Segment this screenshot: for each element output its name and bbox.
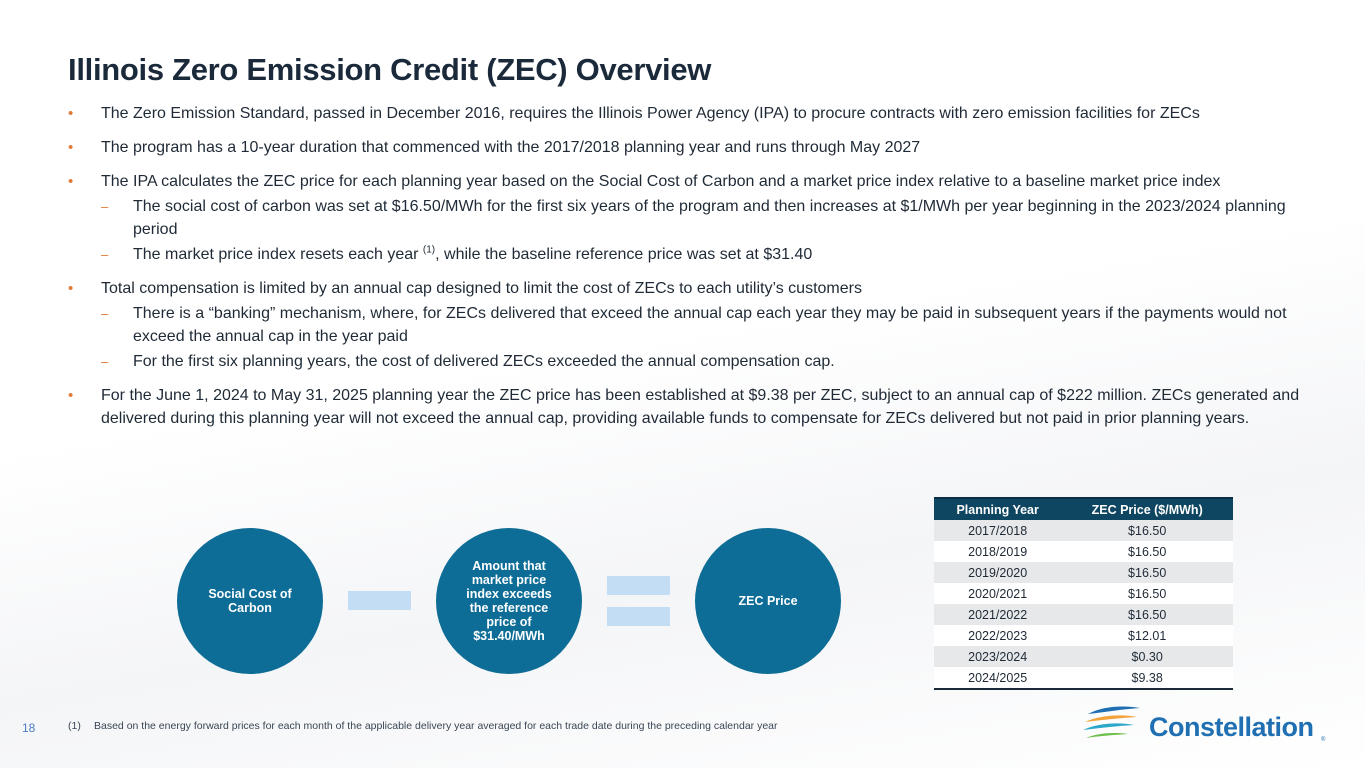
equals-sign-top <box>607 576 670 595</box>
bullet-item <box>68 277 1308 373</box>
zec-price-circle <box>695 528 841 674</box>
sub-bullet-text: , while the baseline reference price was set at $31.40 <box>435 246 813 263</box>
bullet-text: For the June 1, 2024 to May 31, 2025 planning year the ZEC price has been established at $9.38 per ZEC, subject to an annual cap of $222 million. ZECs generated and delivered during this planning year will not exceed the annual cap, providing available funds to compensate for ZECs delivered but not paid in prior planning years. <box>101 387 1300 427</box>
table-row <box>934 604 1233 625</box>
planning-year-cell: 2020/2021 <box>934 583 1061 604</box>
page-number: 18 <box>22 721 36 735</box>
sub-bullet-text: There is a “banking” mechanism, where, for ZECs delivered that exceed the annual cap each year they may be paid in subsequent years if the payments would not exceed the annual cap in the year paid <box>133 305 1287 345</box>
table-row <box>934 520 1233 541</box>
market-price-excess-circle <box>436 528 582 674</box>
zec-price-cell: $16.50 <box>1061 562 1233 583</box>
sub-bullet-text: For the first six planning years, the cost of delivered ZECs exceeded the annual compensation cap. <box>133 353 835 370</box>
table-header-row <box>934 498 1233 520</box>
planning-year-cell: 2021/2022 <box>934 604 1061 625</box>
footnote-reference: (1) <box>422 244 436 256</box>
table-row <box>934 583 1233 604</box>
zec-price-cell: $16.50 <box>1061 520 1233 541</box>
social-cost-of-carbon-circle <box>177 528 323 674</box>
bullet-text: The IPA calculates the ZEC price for each planning year based on the Social Cost of Carbon and a market price index relative to a baseline market price index <box>101 173 1221 190</box>
constellation-swoosh-icon <box>1082 705 1144 741</box>
table-row <box>934 625 1233 646</box>
zec-price-cell: $9.38 <box>1061 667 1233 689</box>
sub-bullet-list <box>101 302 1308 373</box>
bullet-list <box>68 102 1308 441</box>
footnote-text: Based on the energy forward prices for each month of the applicable delivery year averaged for each trade date during the preceding calendar year <box>94 720 778 732</box>
bullet-text: The Zero Emission Standard, passed in December 2016, requires the Illinois Power Agency (IPA) to procure contracts with zero emission facilities for ZECs <box>101 105 1200 122</box>
column-header: ZEC Price ($/MWh) <box>1061 498 1233 520</box>
footnote-mark: (1) <box>68 720 81 732</box>
planning-year-cell: 2019/2020 <box>934 562 1061 583</box>
logo-wordmark: Constellation <box>1149 712 1314 742</box>
bullet-item <box>68 170 1308 266</box>
circle-label: Social Cost of Carbon <box>208 587 292 615</box>
page-title: Illinois Zero Emission Credit (ZEC) Overview <box>68 52 712 87</box>
bullet-item <box>68 102 1308 125</box>
bullet-item <box>68 136 1308 159</box>
sub-bullet-text: The market price index resets each year <box>133 246 423 263</box>
zec-price-cell: $0.30 <box>1061 646 1233 667</box>
logo-registered-mark: ® <box>1321 737 1326 743</box>
bullet-text: Total compensation is limited by an annual cap designed to limit the cost of ZECs to each utility’s customers <box>101 280 862 297</box>
bullet-text: The program has a 10-year duration that commenced with the 2017/2018 planning year and runs through May 2027 <box>101 139 921 156</box>
circle-label: ZEC Price <box>738 594 798 608</box>
zec-price-cell: $16.50 <box>1061 541 1233 562</box>
minus-sign <box>348 591 411 610</box>
table-row <box>934 667 1233 689</box>
planning-year-cell: 2022/2023 <box>934 625 1061 646</box>
table-row <box>934 541 1233 562</box>
planning-year-cell: 2018/2019 <box>934 541 1061 562</box>
bullet-item <box>68 384 1308 430</box>
table-row <box>934 562 1233 583</box>
sub-bullet-item <box>101 302 1308 348</box>
zec-price-cell: $12.01 <box>1061 625 1233 646</box>
sub-bullet-item <box>101 195 1308 241</box>
planning-year-cell: 2017/2018 <box>934 520 1061 541</box>
planning-year-cell: 2023/2024 <box>934 646 1061 667</box>
circle-label: Amount that market price index exceeds the reference price of $31.40/MWh <box>466 559 552 643</box>
sub-bullet-list <box>101 195 1308 266</box>
sub-bullet-item <box>101 243 1308 266</box>
footnote <box>68 720 778 732</box>
zec-price-table <box>934 497 1233 690</box>
zec-price-cell: $16.50 <box>1061 604 1233 625</box>
sub-bullet-item <box>101 350 1308 373</box>
constellation-logo <box>1082 703 1332 745</box>
sub-bullet-text: The social cost of carbon was set at $16.50/MWh for the first six years of the program and then increases at $1/MWh per year beginning in the 2023/2024 planning period <box>133 198 1286 238</box>
zec-price-cell: $16.50 <box>1061 583 1233 604</box>
table-row <box>934 646 1233 667</box>
column-header: Planning Year <box>934 498 1061 520</box>
planning-year-cell: 2024/2025 <box>934 667 1061 689</box>
equals-sign-bottom <box>607 607 670 626</box>
